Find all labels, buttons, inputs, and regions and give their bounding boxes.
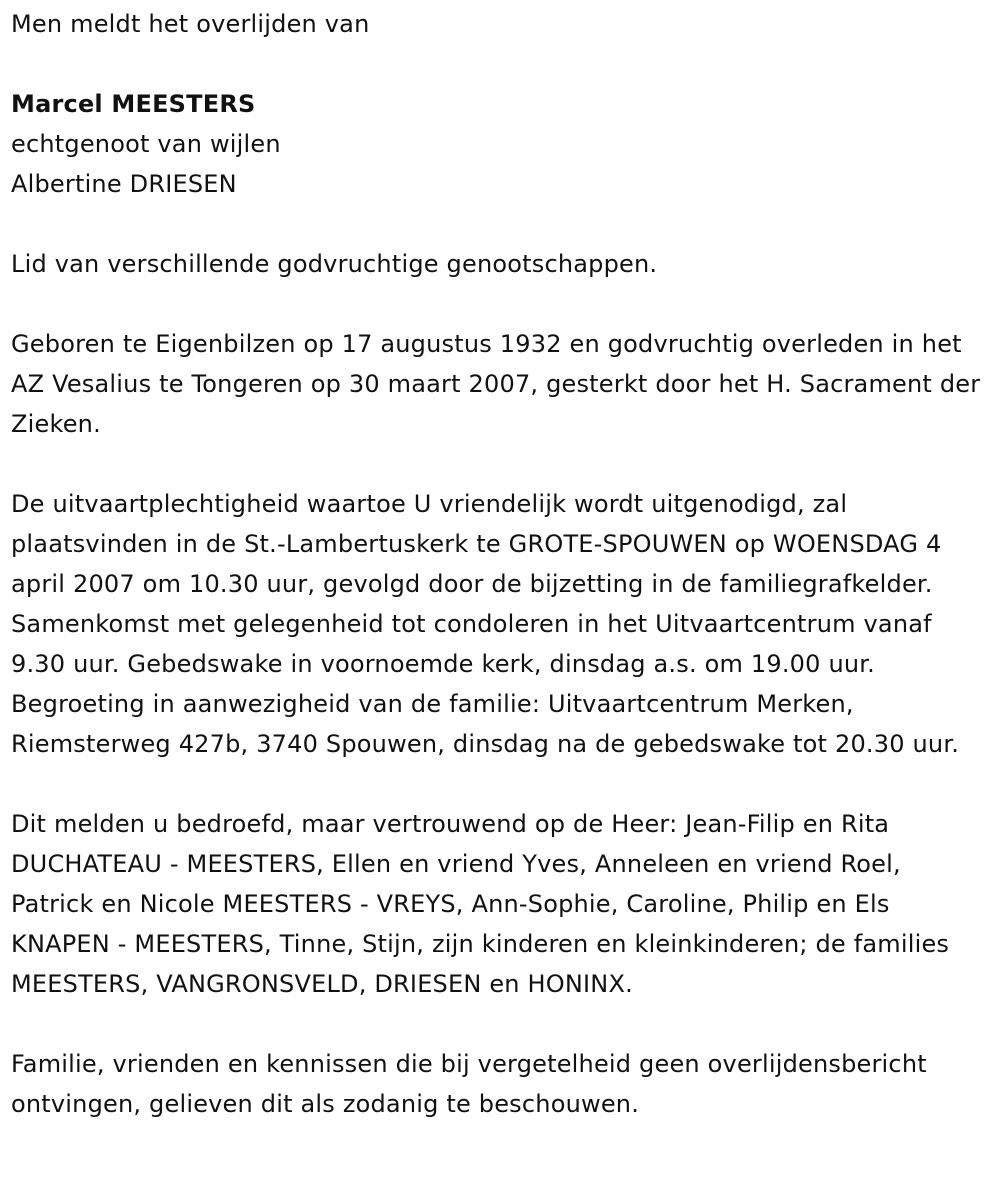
funeral-paragraph: De uitvaartplechtigheid waartoe U vriendelijk wordt uitgenodigd, zal plaatsvinden in de St.-Lambertuskerk te GROTE-SPOUWEN op WOENSDAG 4 april 2007 om 10.30 uur, gevolgd door de bijzetting in de familiegrafkelder. Samenkomst met gelegenheid tot condoleren in het Uitvaartcentrum vanaf 9.30 uur. Gebedswake in voornoemde kerk, dinsdag a.s. om 19.00 uur. Begroeting in aanwezigheid van de familie: Uitvaartcentrum Merken, Riemsterweg 427b, 3740 Spouwen, dinsdag na de gebedswake tot 20.30 uur. <box>11 490 960 758</box>
deceased-name: Marcel MEESTERS <box>11 90 256 118</box>
birth-death-paragraph: Geboren te Eigenbilzen op 17 augustus 1932 en godvruchtig overleden in het AZ Vesalius te Tongeren op 30 maart 2007, gesterkt door het H. Sacrament der Zieken. <box>11 330 981 438</box>
closing-paragraph: Familie, vrienden en kennissen die bij vergetelheid geen overlijdensbericht ontvingen, gelieven dit als zodanig te beschouwen. <box>11 1050 927 1118</box>
spouse-line: echtgenoot van wijlen <box>11 130 281 158</box>
family-paragraph: Dit melden u bedroefd, maar vertrouwend op de Heer: Jean-Filip en Rita DUCHATEAU - MEESTERS, Ellen en vriend Yves, Anneleen en vriend Roel, Patrick en Nicole MEESTERS - VREYS, Ann-Sophie, Caroline, Philip en Els KNAPEN - MEESTERS, Tinne, Stijn, zijn kinderen en kleinkinderen; de families MEESTERS, VANGRONSVELD, DRIESEN en HONINX. <box>11 810 950 998</box>
membership-paragraph: Lid van verschillende godvruchtige genootschappen. <box>11 250 658 278</box>
intro-line: Men meldt het overlijden van <box>11 10 370 38</box>
death-notice <box>11 4 991 1124</box>
spouse-name: Albertine DRIESEN <box>11 170 237 198</box>
